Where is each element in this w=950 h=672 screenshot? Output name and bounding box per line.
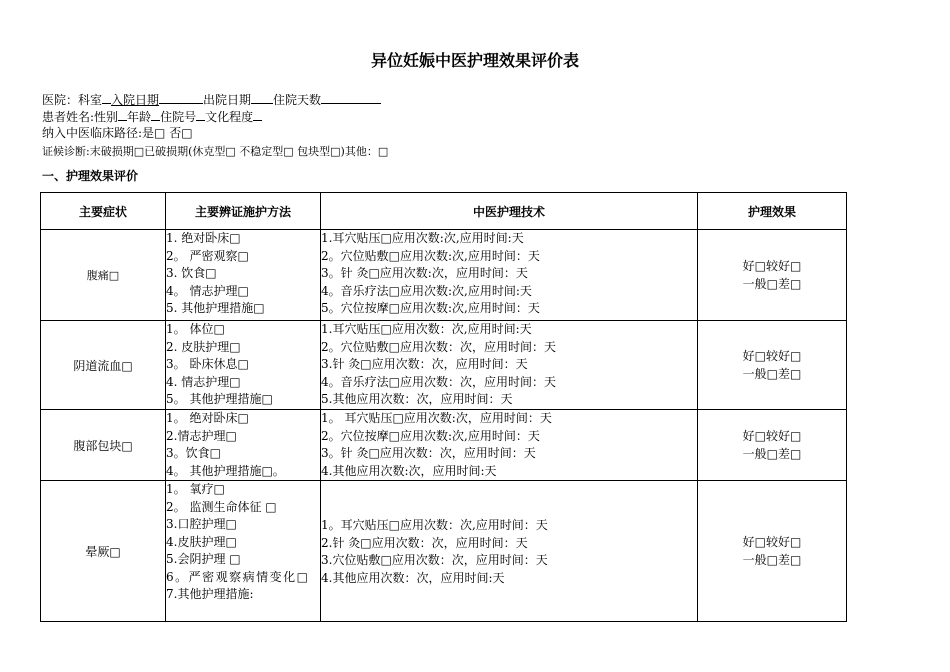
method-item[interactable]: 1. 绝对卧床□: [166, 231, 241, 245]
education-blank[interactable]: [253, 108, 262, 121]
techniques-cell: [321, 481, 698, 622]
method-item[interactable]: 2。 监测生命体征 □: [166, 499, 277, 514]
table-row: [41, 481, 847, 622]
admission-date-label: 入院日期: [111, 93, 160, 107]
effect-cell: [698, 321, 847, 410]
effect-cell: [698, 481, 847, 622]
age-blank[interactable]: [151, 108, 160, 121]
method-item[interactable]: 4。 情志护理□: [166, 283, 249, 298]
techniques-cell: [321, 230, 698, 321]
table-header-row: [41, 193, 847, 230]
page-title: 异位妊娠中医护理效果评价表: [370, 51, 579, 70]
discharge-date-label: 出院日期: [203, 93, 252, 107]
method-item[interactable]: 4. 情志护理□: [166, 374, 241, 389]
section-title: 一、护理效果评价: [42, 169, 139, 183]
effect-options-good[interactable]: 好□较好□: [742, 259, 802, 273]
method-item[interactable]: 2.情志护理□: [166, 428, 237, 443]
effect-options-fair[interactable]: 一般□差□: [742, 277, 802, 291]
admission-number-blank[interactable]: [196, 108, 205, 121]
clinical-pathway-line: 纳入中医临床路径:是□ 否□: [42, 126, 193, 140]
effect-options-fair[interactable]: 一般□差□: [742, 553, 802, 567]
technique-item[interactable]: 1。 耳穴贴压□应用次数:次，应用时间：天: [321, 411, 552, 425]
method-item[interactable]: 1。 氧疗□: [166, 482, 225, 496]
method-item[interactable]: 4。 其他护理措施□。: [166, 463, 285, 478]
info-line-hospital: [42, 91, 381, 109]
technique-item[interactable]: 1.耳穴贴压□应用次数：次,应用时间:天: [321, 322, 532, 336]
method-item[interactable]: 2。 严密观察□: [166, 248, 249, 263]
technique-item[interactable]: 4.其他应用次数:次，应用时间:天: [321, 463, 497, 478]
stay-days-label: 住院天数: [273, 93, 322, 107]
header-techniques: 中医护理技术: [321, 193, 698, 230]
technique-item[interactable]: 2。穴位贴敷□应用次数：次，应用时间：天: [321, 339, 556, 354]
method-item[interactable]: 2. 皮肤护理□: [166, 339, 241, 354]
techniques-cell: [321, 321, 698, 410]
technique-item[interactable]: 3。针 灸□应用次数:次，应用时间：天: [321, 266, 528, 280]
method-item[interactable]: 5.会阴护理 □: [166, 552, 241, 566]
info-line-patient: [42, 108, 262, 126]
age-label: 年龄: [127, 110, 152, 124]
method-item[interactable]: 1。 绝对卧床□: [166, 411, 249, 425]
education-label: 文化程度: [205, 110, 254, 124]
header-effect: 护理效果: [698, 193, 847, 230]
technique-item[interactable]: 4.其他应用次数：次，应用时间:天: [321, 570, 505, 585]
method-item[interactable]: 7.其他护理措施:: [166, 587, 254, 601]
technique-item[interactable]: 5。穴位按摩□应用次数:次,应用时间：天: [321, 301, 540, 315]
technique-item[interactable]: 1.耳穴贴压□应用次数:次,应用时间:天: [321, 231, 524, 245]
gender-blank[interactable]: [118, 108, 127, 121]
symptom-cell[interactable]: 晕厥□: [41, 481, 166, 622]
technique-item[interactable]: 4。音乐疗法□应用次数：次，应用时间：天: [321, 374, 556, 389]
discharge-date-blank[interactable]: [251, 91, 273, 104]
technique-item[interactable]: 1。耳穴贴压□应用次数：次,应用时间：天: [321, 518, 548, 532]
symptom-cell[interactable]: 腹部包块□: [41, 410, 166, 481]
effect-cell: [698, 410, 847, 481]
stay-days-blank[interactable]: [321, 91, 381, 104]
technique-item[interactable]: 4。音乐疗法□应用次数:次,应用时间:天: [321, 283, 532, 298]
symptom-cell[interactable]: 阴道流血□: [41, 321, 166, 410]
methods-cell: [166, 321, 321, 410]
method-item[interactable]: 5. 其他护理措施□: [166, 301, 265, 315]
method-item[interactable]: 1。 体位□: [166, 322, 225, 336]
table-row: [41, 230, 847, 321]
technique-item[interactable]: 2.针 灸□应用次数：次，应用时间：天: [321, 535, 528, 550]
technique-item[interactable]: 2。穴位按摩□应用次数:次,应用时间：天: [321, 428, 540, 443]
method-item[interactable]: 5。 其他护理措施□: [166, 392, 273, 406]
technique-item[interactable]: 3.穴位贴敷□应用次数：次，应用时间：天: [321, 553, 548, 567]
table-row: [41, 321, 847, 410]
admission-number-label: 住院号: [160, 110, 197, 124]
department-blank[interactable]: [102, 91, 111, 104]
technique-item[interactable]: 2。穴位贴敷□应用次数:次,应用时间：天: [321, 248, 540, 263]
technique-item[interactable]: 3。针 灸□应用次数：次，应用时间：天: [321, 446, 536, 460]
evaluation-table: [40, 192, 847, 622]
technique-item[interactable]: 3.针 灸□应用次数：次，应用时间：天: [321, 357, 528, 371]
header-symptom: 主要症状: [41, 193, 166, 230]
methods-cell: [166, 410, 321, 481]
methods-cell: [166, 481, 321, 622]
admission-date-blank[interactable]: [159, 91, 203, 104]
methods-cell: [166, 230, 321, 321]
method-item[interactable]: 6。严密观察病情变化□: [166, 569, 310, 584]
syndrome-diagnosis-line: 证候诊断:末破损期□已破损期(休克型□ 不稳定型□ 包块型□)其他：□: [42, 145, 389, 158]
method-item[interactable]: 3. 饮食□: [166, 266, 217, 280]
header-methods: 主要辨证施护方法: [166, 193, 321, 230]
method-item[interactable]: 3.口腔护理□: [166, 517, 237, 531]
effect-cell: [698, 230, 847, 321]
table-row: [41, 410, 847, 481]
method-item[interactable]: 4.皮肤护理□: [166, 534, 237, 549]
technique-item[interactable]: 5.其他应用次数：次，应用时间：天: [321, 392, 513, 406]
method-item[interactable]: 3。 卧床休息□: [166, 357, 249, 371]
effect-options-good[interactable]: 好□较好□: [742, 349, 802, 363]
effect-options-fair[interactable]: 一般□差□: [742, 367, 802, 381]
effect-options-good[interactable]: 好□较好□: [742, 429, 802, 443]
hospital-department-label: 医院：科室: [42, 93, 103, 107]
effect-options-good[interactable]: 好□较好□: [742, 535, 802, 549]
effect-options-fair[interactable]: 一般□差□: [742, 447, 802, 461]
symptom-cell[interactable]: 腹痛□: [41, 230, 166, 321]
techniques-cell: [321, 410, 698, 481]
patient-name-gender-label: 患者姓名:性别: [42, 110, 119, 124]
method-item[interactable]: 3。饮食□: [166, 446, 221, 460]
